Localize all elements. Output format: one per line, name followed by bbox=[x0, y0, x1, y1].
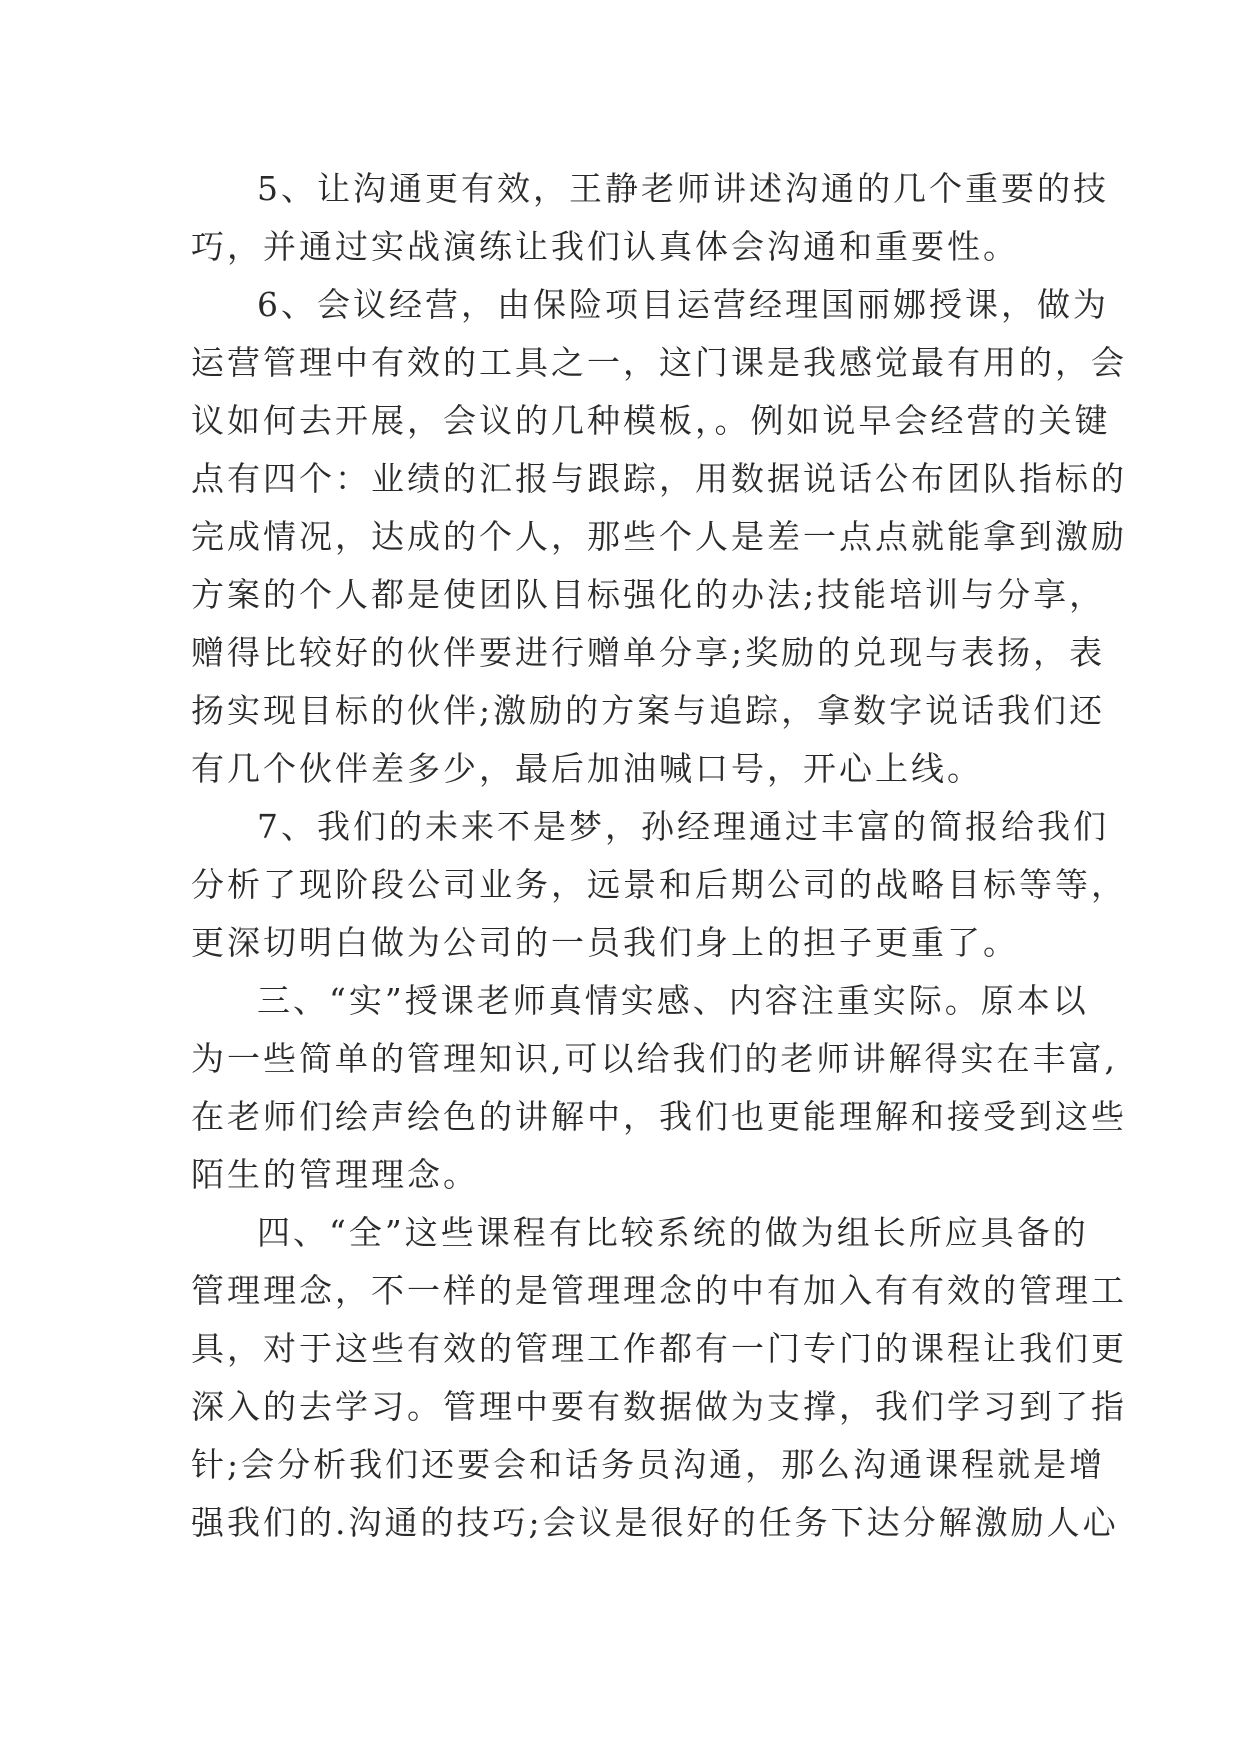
paragraph-practical bbox=[191, 972, 1127, 1204]
text-line: 完成情况，达成的个人，那些个人是差一点点就能拿到激励 bbox=[191, 517, 1127, 556]
text-line: 管理理念，不一样的是管理理念的中有加入有有效的管理工 bbox=[191, 1271, 1127, 1310]
text-line: 方案的个人都是使团队目标强化的办法;技能培训与分享， bbox=[191, 575, 1106, 614]
text-line: 扬实现目标的伙伴;激励的方案与追踪，拿数字说话我们还 bbox=[191, 691, 1106, 730]
text-line: 议如何去开展，会议的几种模板，。例如说早会经营的关键 bbox=[191, 401, 1111, 440]
text-line: 分析了现阶段公司业务，远景和后期公司的战略目标等等， bbox=[191, 865, 1127, 904]
text-line: 运营管理中有效的工具之一，这门课是我感觉最有用的，会 bbox=[191, 343, 1127, 382]
text-line: 赠得比较好的伙伴要进行赠单分享;奖励的兑现与表扬，表 bbox=[191, 633, 1106, 672]
paragraph-future bbox=[191, 798, 1127, 972]
text-line: 为一些简单的管理知识,可以给我们的老师讲解得实在丰富, bbox=[191, 1039, 1118, 1078]
text-line: 具，对于这些有效的管理工作都有一门专门的课程让我们更 bbox=[191, 1329, 1127, 1368]
paragraph-meeting bbox=[191, 276, 1127, 798]
text-line: 7、我们的未来不是梦，孙经理通过丰富的简报给我们 bbox=[257, 807, 1109, 846]
text-line: 有几个伙伴差多少，最后加油喊口号，开心上线。 bbox=[191, 749, 983, 788]
paragraph-communication bbox=[191, 160, 1109, 276]
text-line: 点有四个：业绩的汇报与跟踪，用数据说话公布团队指标的 bbox=[191, 459, 1127, 498]
text-line: 陌生的管理理念。 bbox=[191, 1155, 479, 1194]
text-line: 6、会议经营，由保险项目运营经理国丽娜授课，做为 bbox=[257, 285, 1109, 324]
text-line: 在老师们绘声绘色的讲解中，我们也更能理解和接受到这些 bbox=[191, 1097, 1127, 1136]
text-line: 深入的去学习。管理中要有数据做为支撑，我们学习到了指 bbox=[191, 1387, 1127, 1426]
text-line: 5、让沟通更有效，王静老师讲述沟通的几个重要的技 bbox=[257, 169, 1109, 208]
paragraph-comprehensive bbox=[191, 1204, 1127, 1552]
text-line: 针;会分析我们还要会和话务员沟通，那么沟通课程就是增 bbox=[191, 1445, 1106, 1484]
text-line: 三、“实”授课老师真情实感、内容注重实际。原本以 bbox=[257, 981, 1089, 1020]
text-line: 更深切明白做为公司的一员我们身上的担子更重了。 bbox=[191, 923, 1019, 962]
body-text bbox=[191, 160, 1127, 1552]
text-line: 四、“全”这些课程有比较系统的做为组长所应具备的 bbox=[257, 1213, 1089, 1252]
text-line: 巧，并通过实战演练让我们认真体会沟通和重要性。 bbox=[191, 227, 1019, 266]
text-line: 强我们的.沟通的技巧;会议是很好的任务下达分解激励人心 bbox=[191, 1503, 1119, 1542]
